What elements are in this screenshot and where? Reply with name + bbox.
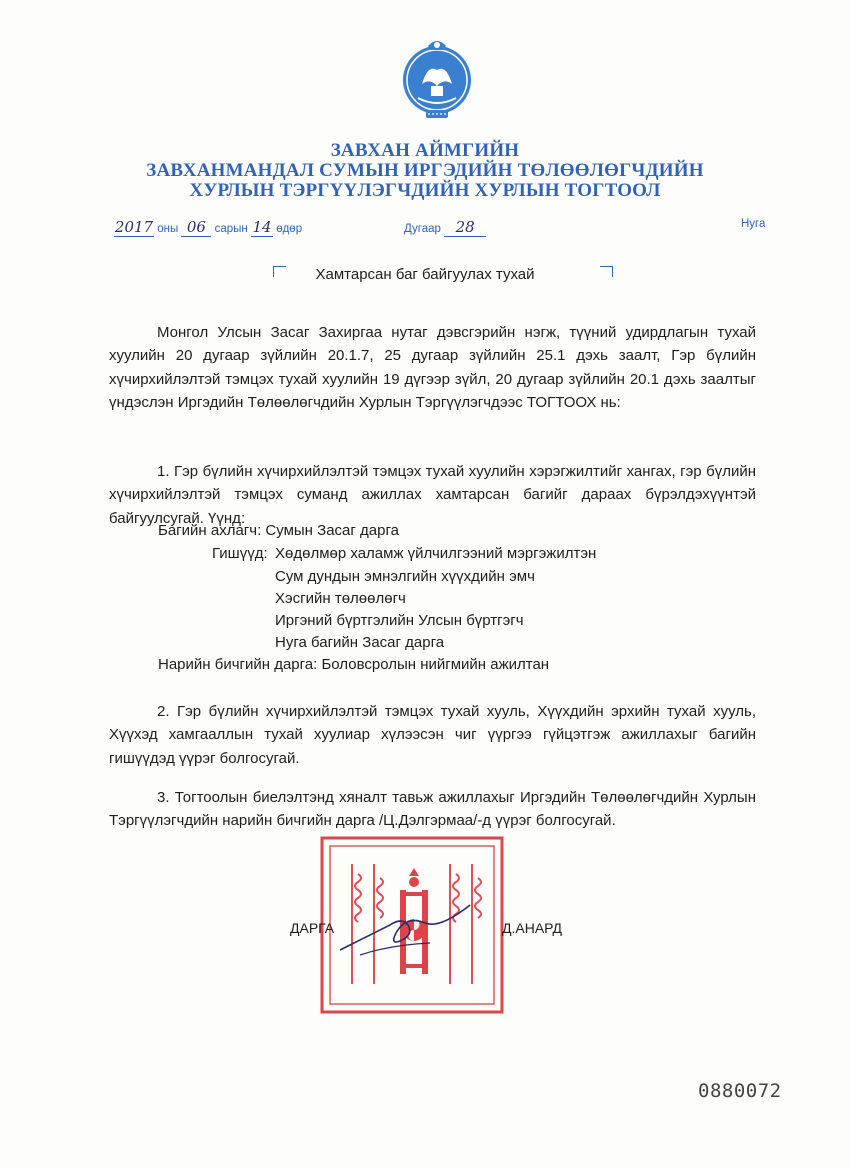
item-3-text: 3. Тогтоолын биелэлтэнд хяналт тавьж ажиллахыг Иргэдийн Төлөөлөгчдийн Хурлын Тэргүүлэгчдийн нарийн бичгийн дарга /Ц.Дэлгэрмаа/-д үүрэг болгосугай.	[109, 789, 756, 830]
date-month-suffix: сарын	[214, 223, 248, 235]
member-item: Хэсгийн төлөөлөгч	[275, 590, 406, 607]
date-field	[114, 218, 302, 237]
number-label: Дугаар	[404, 223, 441, 235]
handwritten-signature	[330, 895, 480, 975]
intro-text: Монгол Улсын Засаг Захиргаа нутаг дэвсгэрийн нэгж, түүний удирдлагын тухай хуулийн 20 дугаар зүйлийн 20.1.7, 25 дугаар зүйлийн 25.1 дэхь заалт, Гэр бүлийн хүчирхийлэлтэй тэмцэх тухай хуулийн 19 дүгээр зүйл, 20 дугаар зүйлийн 20.1 дэхь заалтыг үндэслэн Иргэдийн Төлөөлөгчдийн Хурлын Тэргүүлэгчдээс ТОГТООХ нь:	[109, 324, 756, 411]
state-emblem-icon	[398, 36, 476, 122]
item-3-paragraph	[109, 786, 756, 833]
member-item: Иргэний бүртгэлийн Улсын бүртгэгч	[275, 612, 524, 629]
document-subject: Хамтарсан баг байгуулах тухай	[315, 266, 535, 283]
member-item: Нуга багийн Засаг дарга	[275, 634, 445, 651]
date-day: 14	[252, 218, 272, 236]
intro-paragraph	[109, 321, 756, 414]
team-secretary: Нарийн бичгийн дарга: Боловсролын нийгмийн ажилтан	[158, 656, 550, 673]
member-item: Хөдөлмөр халамж үйлчилгээний мэргэжилтэн	[275, 545, 597, 562]
header-line-1: ЗАВХАН АЙМГИЙН	[330, 140, 520, 161]
item-1-paragraph	[109, 460, 756, 530]
item-2-text: 2. Гэр бүлийн хүчирхийлэлтэй тэмцэх тухай хууль, Хүүхдийн эрхийн тухай хууль, Хүүхэд хамгааллын тухай хуулиар хүлээсэн чиг үүргээ гүйцэтгэж ажиллахыг багийн гишүүдэд үүрэг болгосугай.	[109, 703, 756, 767]
number-value: 28	[444, 218, 486, 237]
item-2-paragraph	[109, 700, 756, 770]
place-name: Нуга	[741, 218, 766, 230]
header-line-2: ЗАВХАНМАНДАЛ СУМЫН ИРГЭДИЙН ТӨЛӨӨЛӨГЧДИЙН	[146, 160, 704, 181]
number-field	[404, 218, 486, 237]
serial-number: 0880072	[698, 1080, 782, 1102]
item-1-text: 1. Гэр бүлийн хүчирхийлэлтэй тэмцэх тухай хуулийн хэрэгжилтийг хангах, гэр бүлийн хүчирхийлэлтэй тэмцэх суманд ажиллах хамтарсан багийг дараах бүрэлдэхүүнтэй байгуулсугай. Үүнд:	[109, 463, 756, 527]
team-leader: Багийн ахлагч: Сумын Засаг дарга	[158, 522, 399, 539]
date-month: 06	[181, 218, 211, 237]
date-year-suffix: оны	[157, 223, 179, 235]
members-label: Гишүүд:	[212, 545, 268, 562]
signatory-title: ДАРГА	[290, 920, 335, 936]
header-line-3: ХУРЛЫН ТЭРГҮҮЛЭГЧДИЙН ХУРЛЫН ТОГТООЛ	[189, 180, 661, 201]
date-year: 2017	[114, 218, 154, 236]
member-item: Сум дундын эмнэлгийн хүүхдийн эмч	[275, 568, 535, 585]
date-day-suffix: өдөр	[276, 223, 303, 235]
signatory-name: Д.АНАРД	[502, 920, 563, 936]
